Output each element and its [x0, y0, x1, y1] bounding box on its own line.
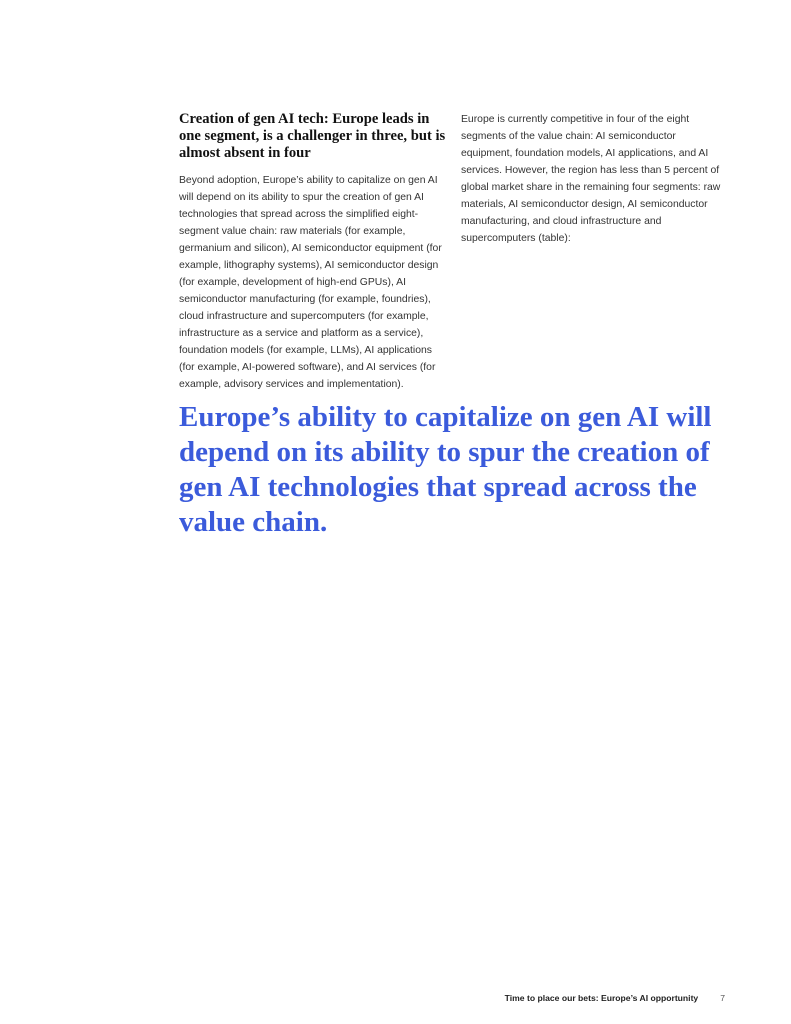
page-number: 7 [720, 993, 725, 1003]
left-column [179, 111, 449, 393]
section-heading: Creation of gen AI tech: Europe leads in one segment, is a challenger in three, but is almost absent in four [179, 111, 446, 161]
body-paragraph-1: Beyond adoption, Europe’s ability to capitalize on gen AI will depend on its ability to spur the creation of gen AI technologies that spread across the simplified eight-segment value chain: raw materials (for example, germanium and silicon), AI semiconductor equipment (for example, lithography systems), AI semiconductor design (for example, development of high-end GPUs), AI semiconductor manufacturing (for example, foundries), cloud infrastructure and supercomputers (for example, infrastructure as a service and platform as a service), foundation models (for example, LLMs), AI applications (for example, AI-powered software), and AI services (for example, advisory services and implementation). [179, 175, 442, 390]
right-column [461, 111, 729, 247]
body-paragraph-2: Europe is currently competitive in four of the eight segments of the value chain: AI semiconductor equipment, foundation models, AI applications, and AI services. However, the region has less than 5 percent of global market share in the remaining four segments: raw materials, AI semiconductor design, AI semiconductor manufacturing, and cloud infrastructure and supercomputers (table): [461, 114, 721, 244]
page-footer [505, 993, 725, 1003]
footer-title: Time to place our bets: Europe’s AI opportunity [504, 993, 699, 1003]
pull-quote: Europe’s ability to capitalize on gen AI will depend on its ability to spur the creation of gen AI technologies that spread across the value chain. [179, 401, 712, 538]
